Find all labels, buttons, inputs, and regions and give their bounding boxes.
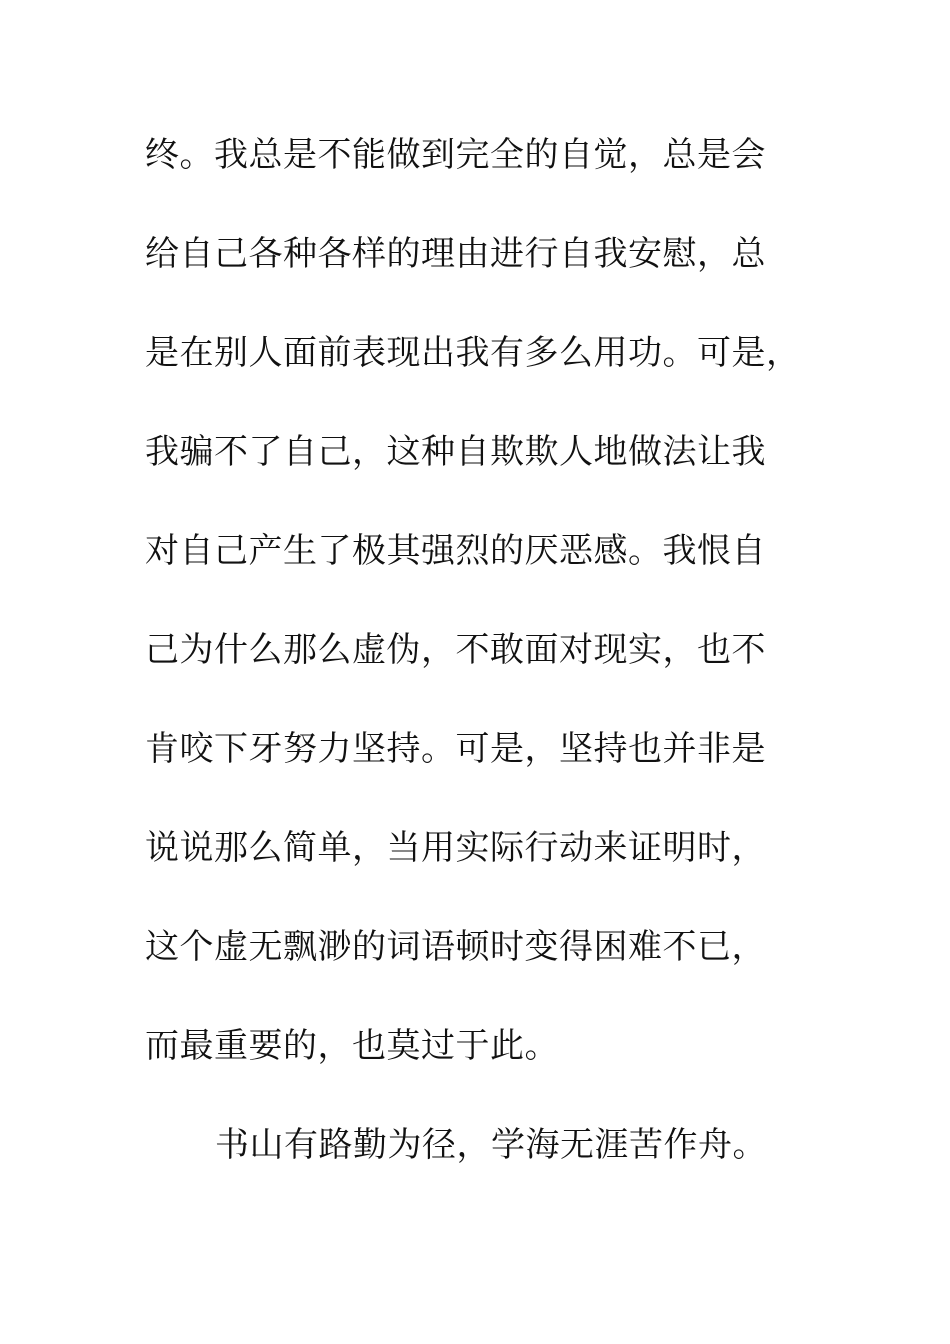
text-line: 己为什么那么虚伪，不敢面对现实，也不 xyxy=(145,630,766,670)
text-line: 而最重要的，也莫过于此。 xyxy=(145,1026,559,1066)
paragraph-first-line: 书山有路勤为径，学海无涯苦作舟。 xyxy=(215,1125,767,1165)
text-line: 我骗不了自己，这种自欺欺人地做法让我 xyxy=(145,432,766,472)
text-line: 说说那么简单，当用实际行动来证明时， xyxy=(145,828,766,868)
text-line: 对自己产生了极其强烈的厌恶感。我恨自 xyxy=(145,531,766,571)
text-line: 这个虚无飘渺的词语顿时变得困难不已， xyxy=(145,927,766,967)
text-line: 肯咬下牙努力坚持。可是，坚持也并非是 xyxy=(145,729,766,769)
text-line: 是在别人面前表现出我有多么用功。可是， xyxy=(145,333,801,373)
body-text xyxy=(145,120,825,1209)
text-line: 终。我总是不能做到完全的自觉，总是会 xyxy=(145,135,766,175)
text-line: 给自己各种各样的理由进行自我安慰，总 xyxy=(145,234,766,274)
